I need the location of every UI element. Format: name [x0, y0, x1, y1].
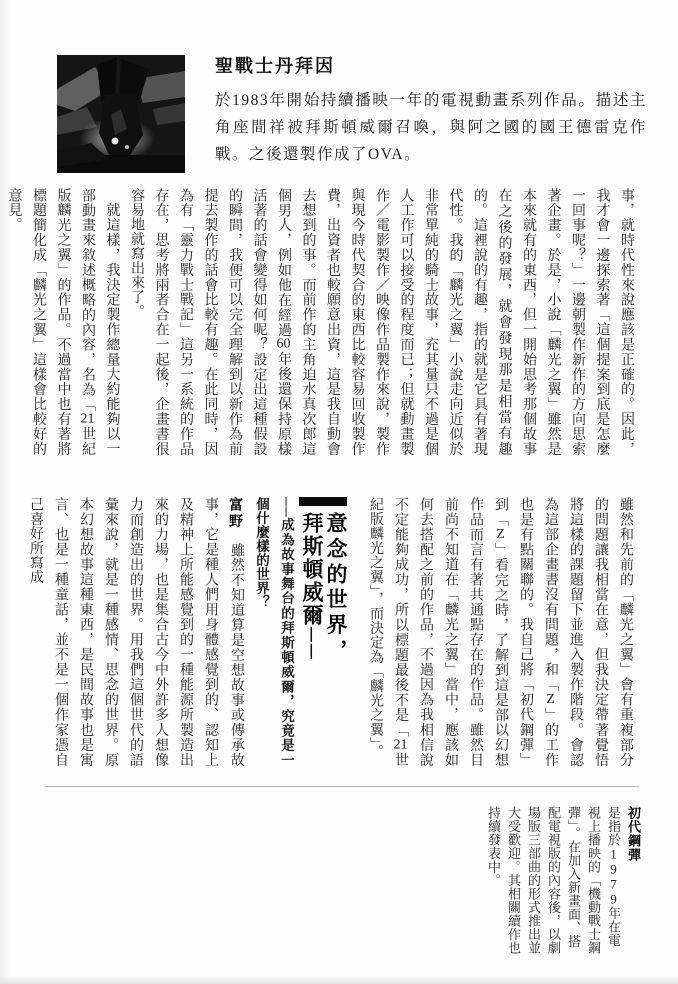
series-infobox: [215, 52, 647, 168]
footnote-first-gundam: [477, 806, 643, 958]
section-heading: 意念的世界，拜斯頓威爾──: [299, 497, 347, 662]
speaker-name: 富野: [228, 497, 244, 530]
tomino-answer: [23, 497, 249, 767]
interview-text-upper: [6, 188, 638, 457]
footnote-definition: 是指於1979年在電視上播映的「機動戰士鋼彈」。在加入新畫面、搭配電視版的內容後，以劇場版三部曲的形式推出並大受歡迎。其相關續作也持續發表中。: [486, 806, 621, 955]
infobox-description: 於1983年開始持續播映一年的電視動畫系列作品。描述主角座間祥被拜斯頓威爾召喚，與阿之國的國王德雷克作戰。之後還製作成了OVA。: [215, 92, 647, 163]
footnote-term: 初代鋼彈: [626, 806, 641, 862]
dunbine-artwork-image: [57, 55, 185, 173]
interview-paragraph: 就這樣，我決定製作總量大約能夠以一部動畫來敘述概略的內容，名為「21世紀版麟光之翼」的作品。不過當中也有著將標題簡化成「麟光之翼」這樣會比較好的意見。: [6, 188, 120, 457]
interview-paragraph: 事，就時代性來說應該是正確的。因此，我才會一邊探索著「這個提案到底是怎麼一回事呢？」一邊朝製作新作的方向思索著企畫。於是，小說「麟光之翼」雖然是本來就有的東西，但一開始思考那個故事在之後的發展，就會發現那是相當有趣的。這裡說的有趣，指的就是它具有著現代性。我的「麟光之翼」小說走向近似於非常單純的騎士故事，充其量只不過是個人工作可以接受的程度而已；但就動畫製作／電影製作／映像作品製作來說，製作與現今時代契合的東西比較容易回收製作費，出資者也較願意出資，這是我自動會去想到的事。而前作的主角迫水真次郎這個男人，例如他在經過60年後還保持原樣活著的話會變得如何呢？設定出這種假設的瞬間，我便可以完全理解到以新作為前提去製作的話會比較有趣。在此同時，因為有「靈力戰士戰記」這另一系統的作品存在，思考將兩者合在一起後，企畫書很容易地就寫出來了。: [129, 188, 634, 457]
answer-text: 雖然不知道算是空想故事或傳承故事，它是種人們用身體感覺到的、認知上及精神上所能感覺到的一種能源所製造出來的力場，也是集合古今中外許多人想像力而創造出的世界。用我們這個世代的語彙來說，就是一種感情、思念的世界。原本幻想故事這種東西，是民間故事也是寓言、也是一種童話，並不是一個作家憑自己喜好所寫成: [28, 497, 244, 767]
footnote-divider: [45, 786, 639, 787]
interview-paragraph: 雖然和先前的「麟光之翼」會有重複部分的問題讓我相當在意，但我決定帶著覺悟將這樣的課題留下並進入製作階段。會認為這部企畫書沒有問題，和「Z」的工作也是有點關聯的。我自己將「初代鋼彈」到「Z」看完之時，了解到這是部以幻想作品而言有著共通點存在的作品。雖然目前尚不知道在「麟光之翼」當中，應該如何去搭配之前的作品，不過因為我相信說不定能夠成功，所以標題最後不是「21世紀版麟光之翼」，而決定為「麟光之翼」。: [368, 497, 633, 767]
interview-text-lower: [28, 497, 638, 767]
dunbine-photo: [57, 55, 185, 173]
interviewer-question: ──成為故事舞台的拜斯頓威爾，究竟是一個什麼樣的世界？: [254, 497, 294, 767]
infobox-title: 聖戰士丹拜因: [215, 56, 335, 76]
